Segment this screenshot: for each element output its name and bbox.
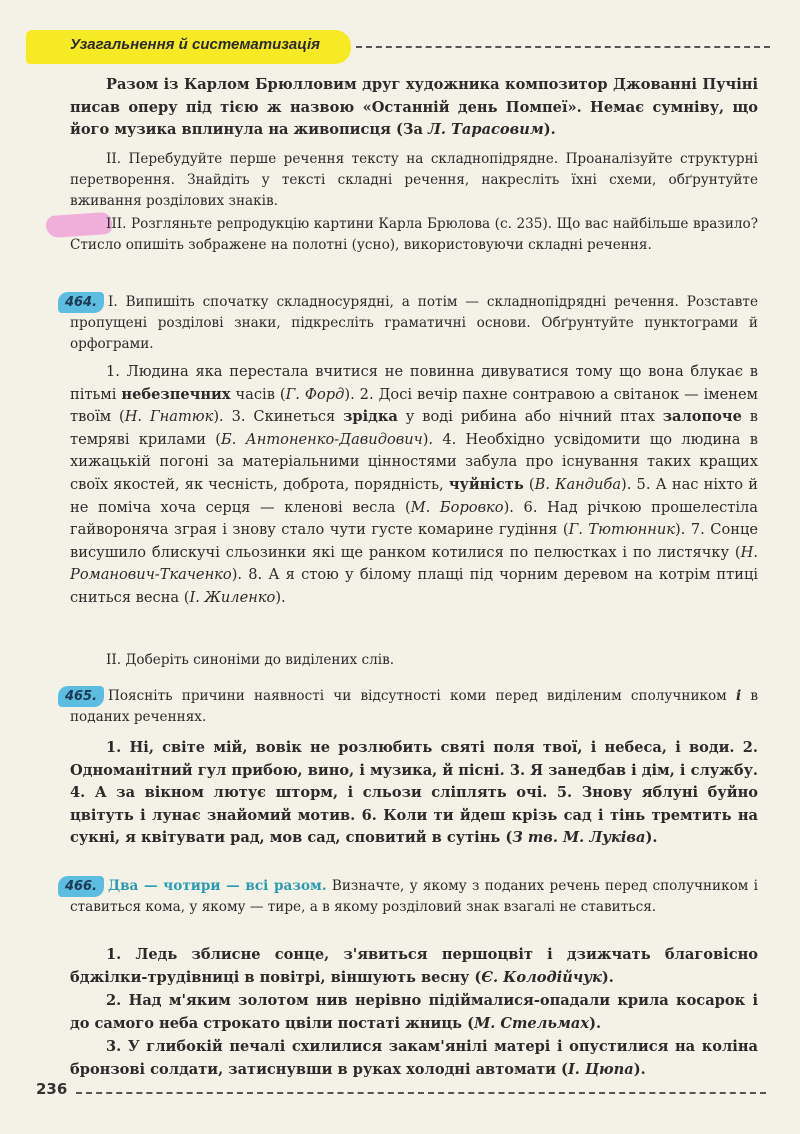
exercise-466-sentence-3: 3. У глибокій печалі схилилися закам'янілі матері і опустилися на коліна бронзові солдати, затиснувши в руках холодні автомати (І. Цюпа). bbox=[70, 1038, 758, 1078]
exercise-465-badge: 465. bbox=[58, 686, 104, 707]
header-dashed-rule bbox=[356, 46, 770, 48]
exercise-464-text: 1. Людина яка перестала вчитися не повинна дивуватися тому що вона блукає в пітьмі небезпечних часів (Г. Форд). 2. Досі вечір пахне сонтравою а світанок — іменем твоїм (Н. Гнатюк). 3. Скинеться зрідка у воді рибина або нічний птах залопоче в темряві крилами (Б. Антоненко-Давидович). 4. Необхідно усвідомити що людина в хижацькій погоні за матеріальними цінностями забула про існування таких кращих своїх якостей, як чесність, доброта, порядність, чуйність (В. Кандиба). 5. А нас ніхто й не поміча хоча серця — кленові весла (М. Боровко). 6. Над річкою прошелестіла гайвороняча зграя і знову стало чути густе комарине гудіння (Г. Тютюнник). 7. Сонце висушило блискучі сльозинки які ще ранком котилися по пелюстках і по листячку (Н. Романович-Ткаченко). 8. А я стою у білому плащі під чорним деревом на котрім птиці сниться весна (І. Жиленко). bbox=[70, 363, 759, 606]
exercise-465-text: 1. Ні, світе мій, вовік не розлюбить святі поля твої, і небеса, і води. 2. Одноманітний гул прибою, вино, і музика, й пісні. 3. Я занедбав і дім, і службу. 4. А за вікном лютує шторм, і сльози сліплять очі. 5. Знову яблуні буйно цвітуть і лунає знайомий мотив. 6. Коли ти йдеш крізь сад і тінь тремтить на сукні, я квітувати рад, мов сад, сповитий в сутінь (З тв. М. Луківа). bbox=[70, 739, 758, 847]
exercise-466-sentence-1: 1. Ледь зблисне сонце, з'явиться першоцвіт і дзижчать благовісно бджілки-трудівниці в повітрі, віншують весну (Є. Колодійчук). bbox=[70, 946, 758, 986]
exercise-466-badge: 466. bbox=[58, 876, 104, 897]
exercise-465-task: 465. Поясніть причини наявності чи відсутності коми перед виділеним сполучником і в поданих реченнях. bbox=[70, 686, 758, 728]
footer-dashed-rule bbox=[76, 1092, 766, 1094]
exercise-464-task-2: ІІ. Доберіть синоніми до виділених слів. bbox=[106, 652, 395, 668]
intro-task-3: ІІІ. Розгляньте репродукцію картини Карла Брюлова (с. 235). Що вас найбільше вразило? Стисло опишіть зображене на полотні (усно), використовуючи складні речення. bbox=[70, 216, 758, 253]
exercise-466-sentence-2: 2. Над м'яким золотом нив нерівно підіймалися-опадали крила косарок і до самого неба строкато цвіли постаті жниць (М. Стельмах). bbox=[70, 992, 758, 1032]
intro-task-2: ІІ. Перебудуйте перше речення тексту на складнопідрядне. Проаналізуйте структурні перетворення. Знайдіть у тексті складні речення, накресліть їхні схеми, обґрунтуйте вживання розділових знаків. bbox=[70, 151, 758, 209]
exercise-464-badge: 464. bbox=[58, 292, 104, 313]
page-number: 236 bbox=[36, 1080, 68, 1098]
section-title: Узагальнення й систематизація bbox=[70, 36, 320, 53]
exercise-466-task: 466. Два — чотири — всі разом. Визначте, у якому з поданих речень перед сполучником і ставиться кома, у якому — тире, а в якому розділовий знак взагалі не ставиться. bbox=[70, 876, 758, 918]
intro-paragraph: Разом із Карлом Брюлловим друг художника композитор Джованні Пучіні писав оперу під тією ж назвою «Останній день Помпеї». Немає сумніву, що його музика вплинула на живописця (За Л. Тарасовим). bbox=[70, 76, 758, 139]
exercise-464-task: 464. І. Випишіть спочатку складносурядні, а потім — складнопідрядні речення. Розставте пропущені розділові знаки, підкресліть граматичні основи. Обґрунтуйте пунктограми й орфограми. bbox=[70, 292, 758, 355]
